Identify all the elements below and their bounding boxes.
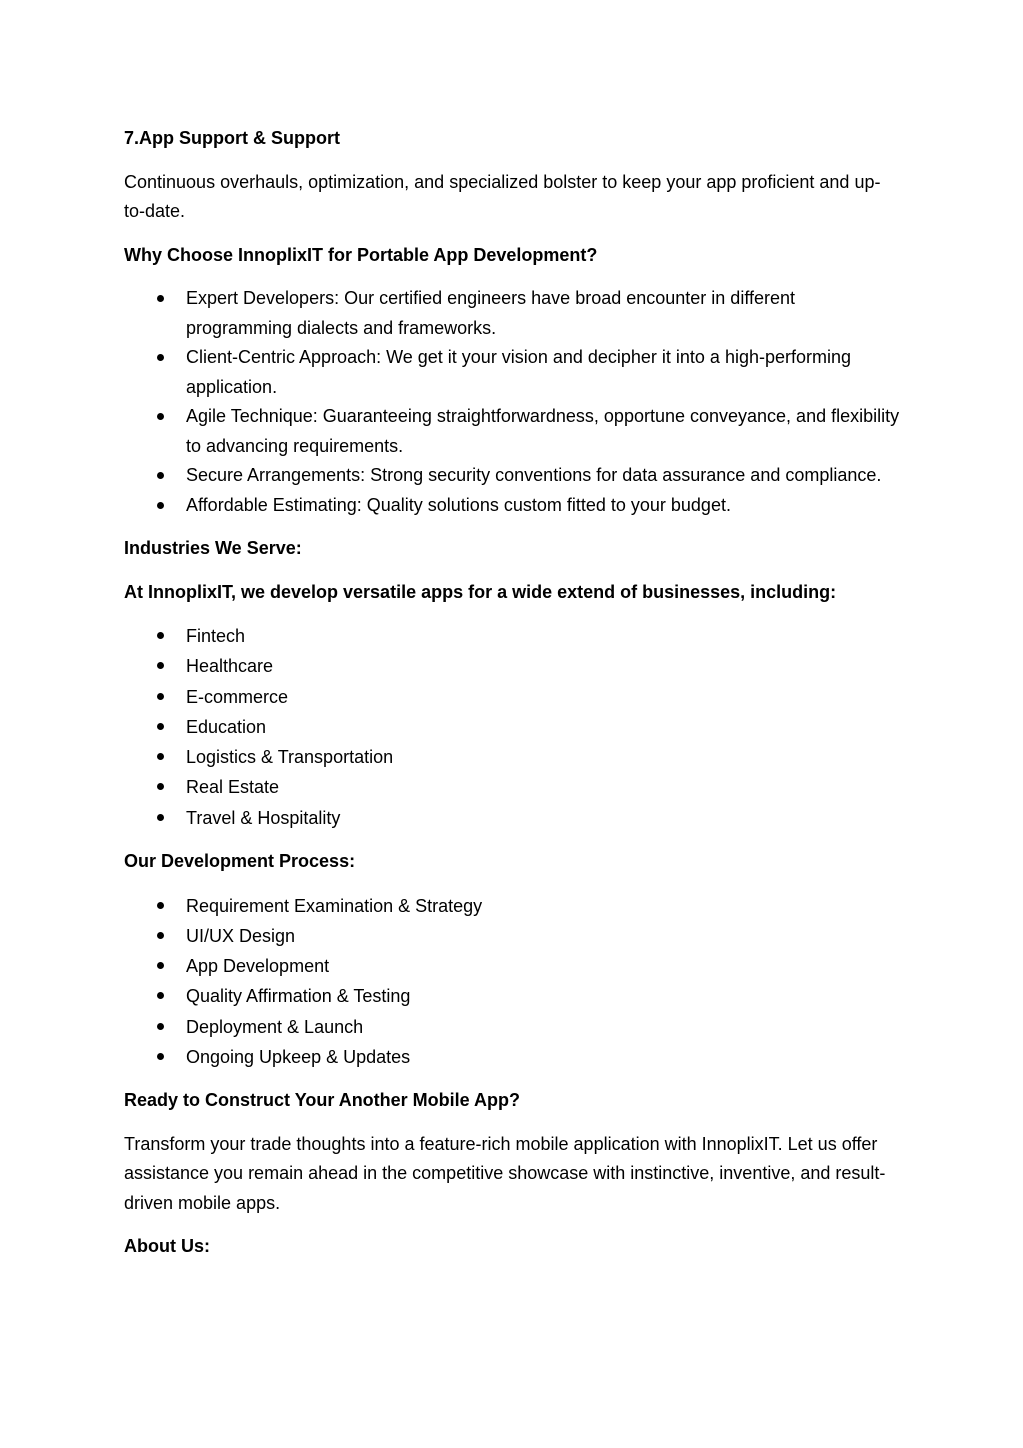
- list-item-text: Healthcare: [186, 656, 274, 677]
- bullet-icon: [157, 962, 164, 969]
- list-item-text: Quality Affirmation & Testing: [186, 986, 411, 1007]
- bullet-icon: [157, 814, 164, 821]
- list-item: [124, 803, 900, 833]
- bullet-icon: [157, 632, 164, 639]
- bullet-icon: [157, 992, 164, 999]
- list-item: [124, 343, 900, 402]
- industries-list: [124, 621, 900, 833]
- list-item: [124, 621, 900, 651]
- list-item: [124, 461, 900, 491]
- list-item: [124, 981, 900, 1011]
- list-item: [124, 742, 900, 772]
- list-item-text: Real Estate: [186, 777, 280, 798]
- why-choose-heading: Why Choose InnoplixIT for Portable App Development?: [124, 244, 598, 265]
- list-item-text: Fintech: [186, 626, 246, 646]
- bullet-icon: [157, 902, 164, 909]
- why-choose-list: [124, 284, 900, 520]
- bullet-icon: [157, 295, 164, 302]
- list-item: [124, 1042, 900, 1072]
- list-item-text: Secure Arrangements: Strong security conventions for data assurance and compliance.: [186, 465, 882, 485]
- document-page: [124, 124, 900, 1276]
- bullet-icon: [157, 662, 164, 669]
- bullet-icon: [157, 354, 164, 361]
- bullet-icon: [157, 783, 164, 790]
- process-heading: Our Development Process:: [124, 851, 356, 872]
- about-heading: About Us:: [124, 1236, 210, 1257]
- list-item: [124, 651, 900, 681]
- list-item: [124, 772, 900, 802]
- list-item: [124, 891, 900, 921]
- list-item-text: App Development: [186, 956, 330, 977]
- bullet-icon: [157, 413, 164, 420]
- list-item: [124, 1012, 900, 1042]
- support-text: Continuous overhauls, optimization, and specialized bolster to keep your app proficient and up-to-date.: [124, 171, 881, 221]
- bullet-icon: [157, 693, 164, 700]
- list-item-text: Agile Technique: Guaranteeing straightforwardness, opportune conveyance, and flexibility to advancing requirements.: [186, 406, 900, 456]
- list-item-text: UI/UX Design: [186, 925, 296, 946]
- process-list: [124, 891, 900, 1073]
- list-item-text: Logistics & Transportation: [186, 747, 394, 768]
- bullet-icon: [157, 723, 164, 730]
- list-item-text: Affordable Estimating: Quality solutions custom fitted to your budget.: [186, 494, 731, 515]
- list-item: [124, 284, 900, 343]
- bullet-icon: [157, 472, 164, 479]
- list-item-text: Requirement Examination & Strategy: [186, 895, 483, 916]
- list-item-text: Ongoing Upkeep & Updates: [186, 1047, 411, 1068]
- list-item-text: E-commerce: [186, 686, 289, 707]
- list-item-text: Deployment & Launch: [186, 1016, 364, 1037]
- list-item-text: Travel & Hospitality: [186, 807, 341, 828]
- list-item: [124, 951, 900, 981]
- support-heading: 7.App Support & Support: [124, 128, 340, 148]
- ready-text: Transform your trade thoughts into a feature-rich mobile application with InnoplixIT. Let us offer assistance you remain ahead in the competitive showcase with instinctive, inventive, and result-driven mobile apps.: [124, 1133, 886, 1213]
- industries-heading: Industries We Serve:: [124, 538, 302, 558]
- list-item-text: Client-Centric Approach: We get it your vision and decipher it into a high-performing application.: [186, 347, 852, 397]
- ready-heading: Ready to Construct Your Another Mobile App?: [124, 1090, 520, 1111]
- bullet-icon: [157, 932, 164, 939]
- bullet-icon: [157, 502, 164, 509]
- list-item: [124, 682, 900, 712]
- list-item: [124, 402, 900, 461]
- list-item: [124, 712, 900, 742]
- list-item-text: Expert Developers: Our certified engineers have broad encounter in different programming dialects and frameworks.: [186, 288, 796, 338]
- list-item: [124, 921, 900, 951]
- bullet-icon: [157, 753, 164, 760]
- list-item-text: Education: [186, 716, 267, 737]
- list-item: [124, 491, 900, 521]
- bullet-icon: [157, 1023, 164, 1030]
- industries-subheading: At InnoplixIT, we develop versatile apps for a wide extend of businesses, including:: [124, 581, 837, 602]
- bullet-icon: [157, 1053, 164, 1060]
